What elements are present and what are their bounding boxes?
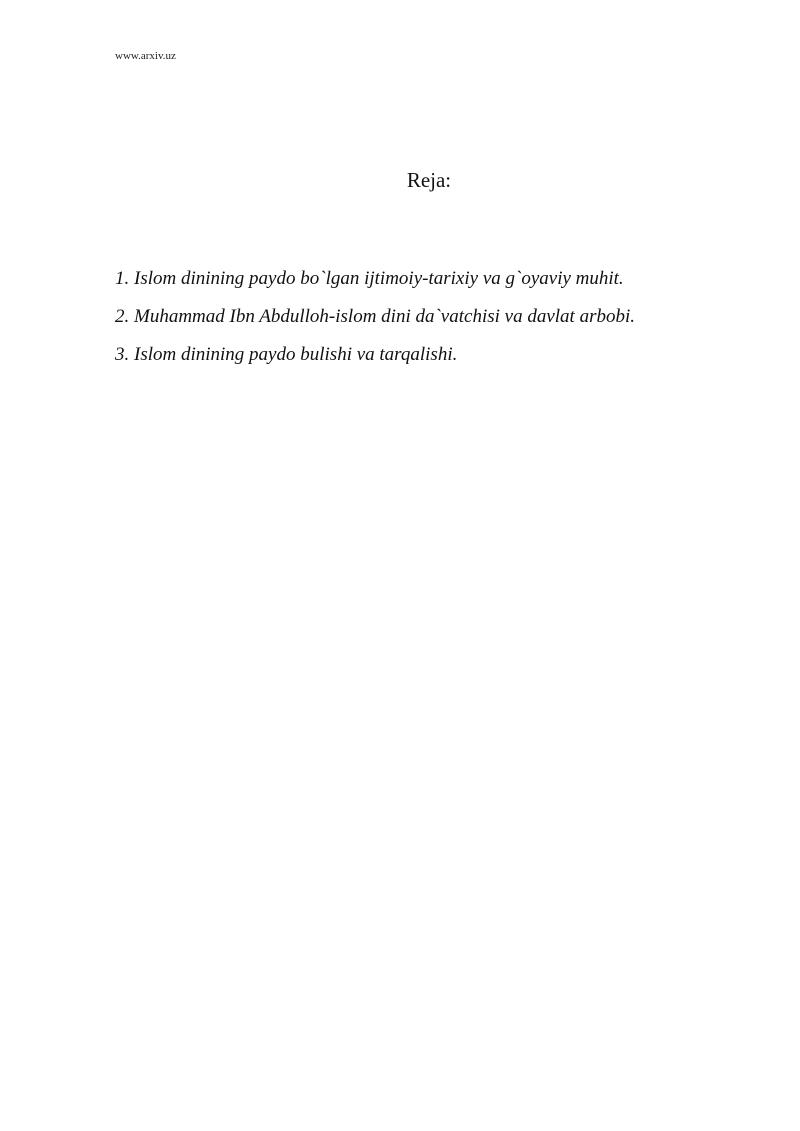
plan-item-2: 2. Muhammad Ibn Abdulloh-islom dini da`vatchisi va davlat arbobi. [115,306,635,327]
plan-item-3: 3. Islom dinining paydo bulishi va tarqalishi. [115,344,458,365]
plan-title: Reja: [406,168,452,192]
plan-item-1: 1. Islom dinining paydo bo`lgan ijtimoiy-tarixiy va g`oyaviy muhit. [115,268,624,289]
header-website-url: www.arxiv.uz [115,50,176,62]
plan-list [115,266,755,380]
